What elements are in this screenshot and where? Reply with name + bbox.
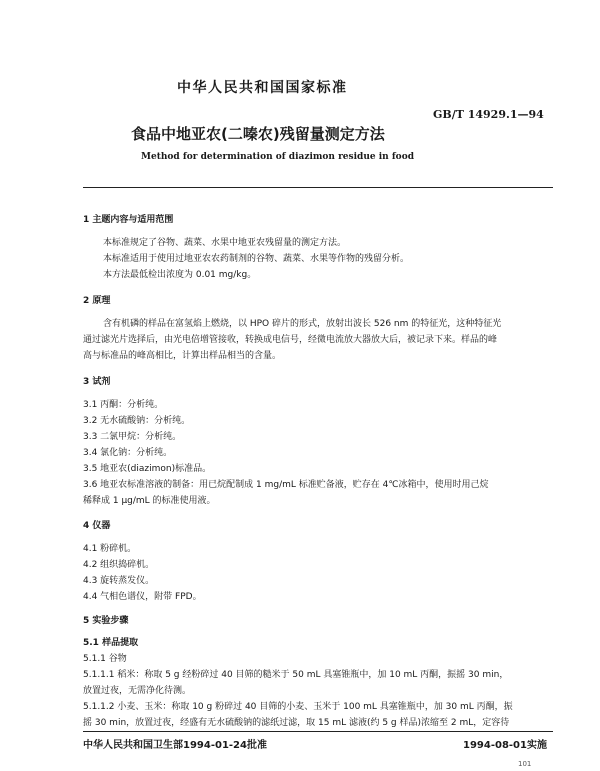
document-title-english: Method for determination of diazimon residue in food: [141, 152, 414, 162]
list-item-continuation: 摇 30 min，放置过夜，经盛有无水硫酸钠的滤纸过滤，取 15 mL 滤液(约 5 g 样品)浓缩至 2 mL，定容待: [83, 718, 510, 728]
footer-rule: [83, 731, 553, 732]
implementation-date: 1994-08-01实施: [463, 740, 547, 751]
subsection-heading: 5.1.1 谷物: [83, 654, 127, 664]
section-heading: 3 试剂: [83, 377, 111, 387]
paragraph: 本标准适用于使用过地亚农农药制剂的谷物、蔬菜、水果等作物的残留分析。: [103, 254, 410, 264]
list-item: 3.5 地亚农(diazimon)标准品。: [83, 464, 212, 474]
list-item-continuation: 放置过夜，无需净化待测。: [83, 686, 192, 696]
section-heading: 4 仪器: [83, 521, 111, 531]
section-heading: 1 主题内容与适用范围: [83, 215, 174, 225]
paragraph-line: 含有机磷的样品在富氢焰上燃烧，以 HPO 碎片的形式，放射出波长 526 nm 的特征光，这种特征光: [103, 319, 502, 329]
list-item: 3.1 丙酮：分析纯。: [83, 400, 164, 410]
list-item: 4.1 粉碎机。: [83, 544, 137, 554]
paragraph: 本标准规定了谷物、蔬菜、水果中地亚农残留量的测定方法。: [103, 238, 347, 248]
list-item: 3.3 二氯甲烷：分析纯。: [83, 432, 182, 442]
list-item: 4.3 旋转蒸发仪。: [83, 576, 155, 586]
page-number: 101: [518, 760, 532, 768]
list-item: 3.4 氯化钠：分析纯。: [83, 448, 173, 458]
list-item: 3.2 无水硫酸钠：分析纯。: [83, 416, 191, 426]
paragraph-line: 高与标准品的峰高相比，计算出样品相当的含量。: [83, 351, 282, 361]
list-item: 5.1.1.1 稻米：称取 5 g 经粉碎过 40 目筛的糙米于 50 mL 具塞锥瓶中，加 10 mL 丙酮，振摇 30 min，: [83, 670, 509, 680]
approval-line: 中华人民共和国卫生部1994-01-24批准: [83, 740, 267, 751]
national-standard-heading: 中华人民共和国国家标准: [177, 80, 348, 96]
subsection-heading: 5.1 样品提取: [83, 638, 139, 648]
header-rule: [83, 187, 553, 188]
list-item: 5.1.1.2 小麦、玉米：称取 10 g 粉碎过 40 目筛的小麦、玉米于 100 mL 具塞锥瓶中，加 30 mL 丙酮，振: [83, 702, 513, 712]
list-item: 3.6 地亚农标准溶液的制备：用已烷配制成 1 mg/mL 标准贮备液，贮存在 4℃冰箱中，使用时用己烷: [83, 480, 489, 490]
section-heading: 2 原理: [83, 296, 111, 306]
document-title: 食品中地亚农(二嗪农)残留量测定方法: [131, 125, 385, 143]
list-item: 4.2 组织捣碎机。: [83, 560, 155, 570]
list-item: 4.4 气相色谱仪，附带 FPD。: [83, 592, 202, 602]
list-item-continuation: 稀释成 1 μg/mL 的标准使用液。: [83, 496, 216, 506]
paragraph-line: 通过滤光片选择后，由光电倍增管接收，转换成电信号，经微电流放大器放大后，被记录下来。样品的峰: [83, 335, 498, 345]
section-heading: 5 实验步骤: [83, 616, 129, 626]
standard-code: GB/T 14929.1—94: [433, 108, 544, 121]
paragraph: 本方法最低检出浓度为 0.01 mg/kg。: [103, 270, 257, 280]
